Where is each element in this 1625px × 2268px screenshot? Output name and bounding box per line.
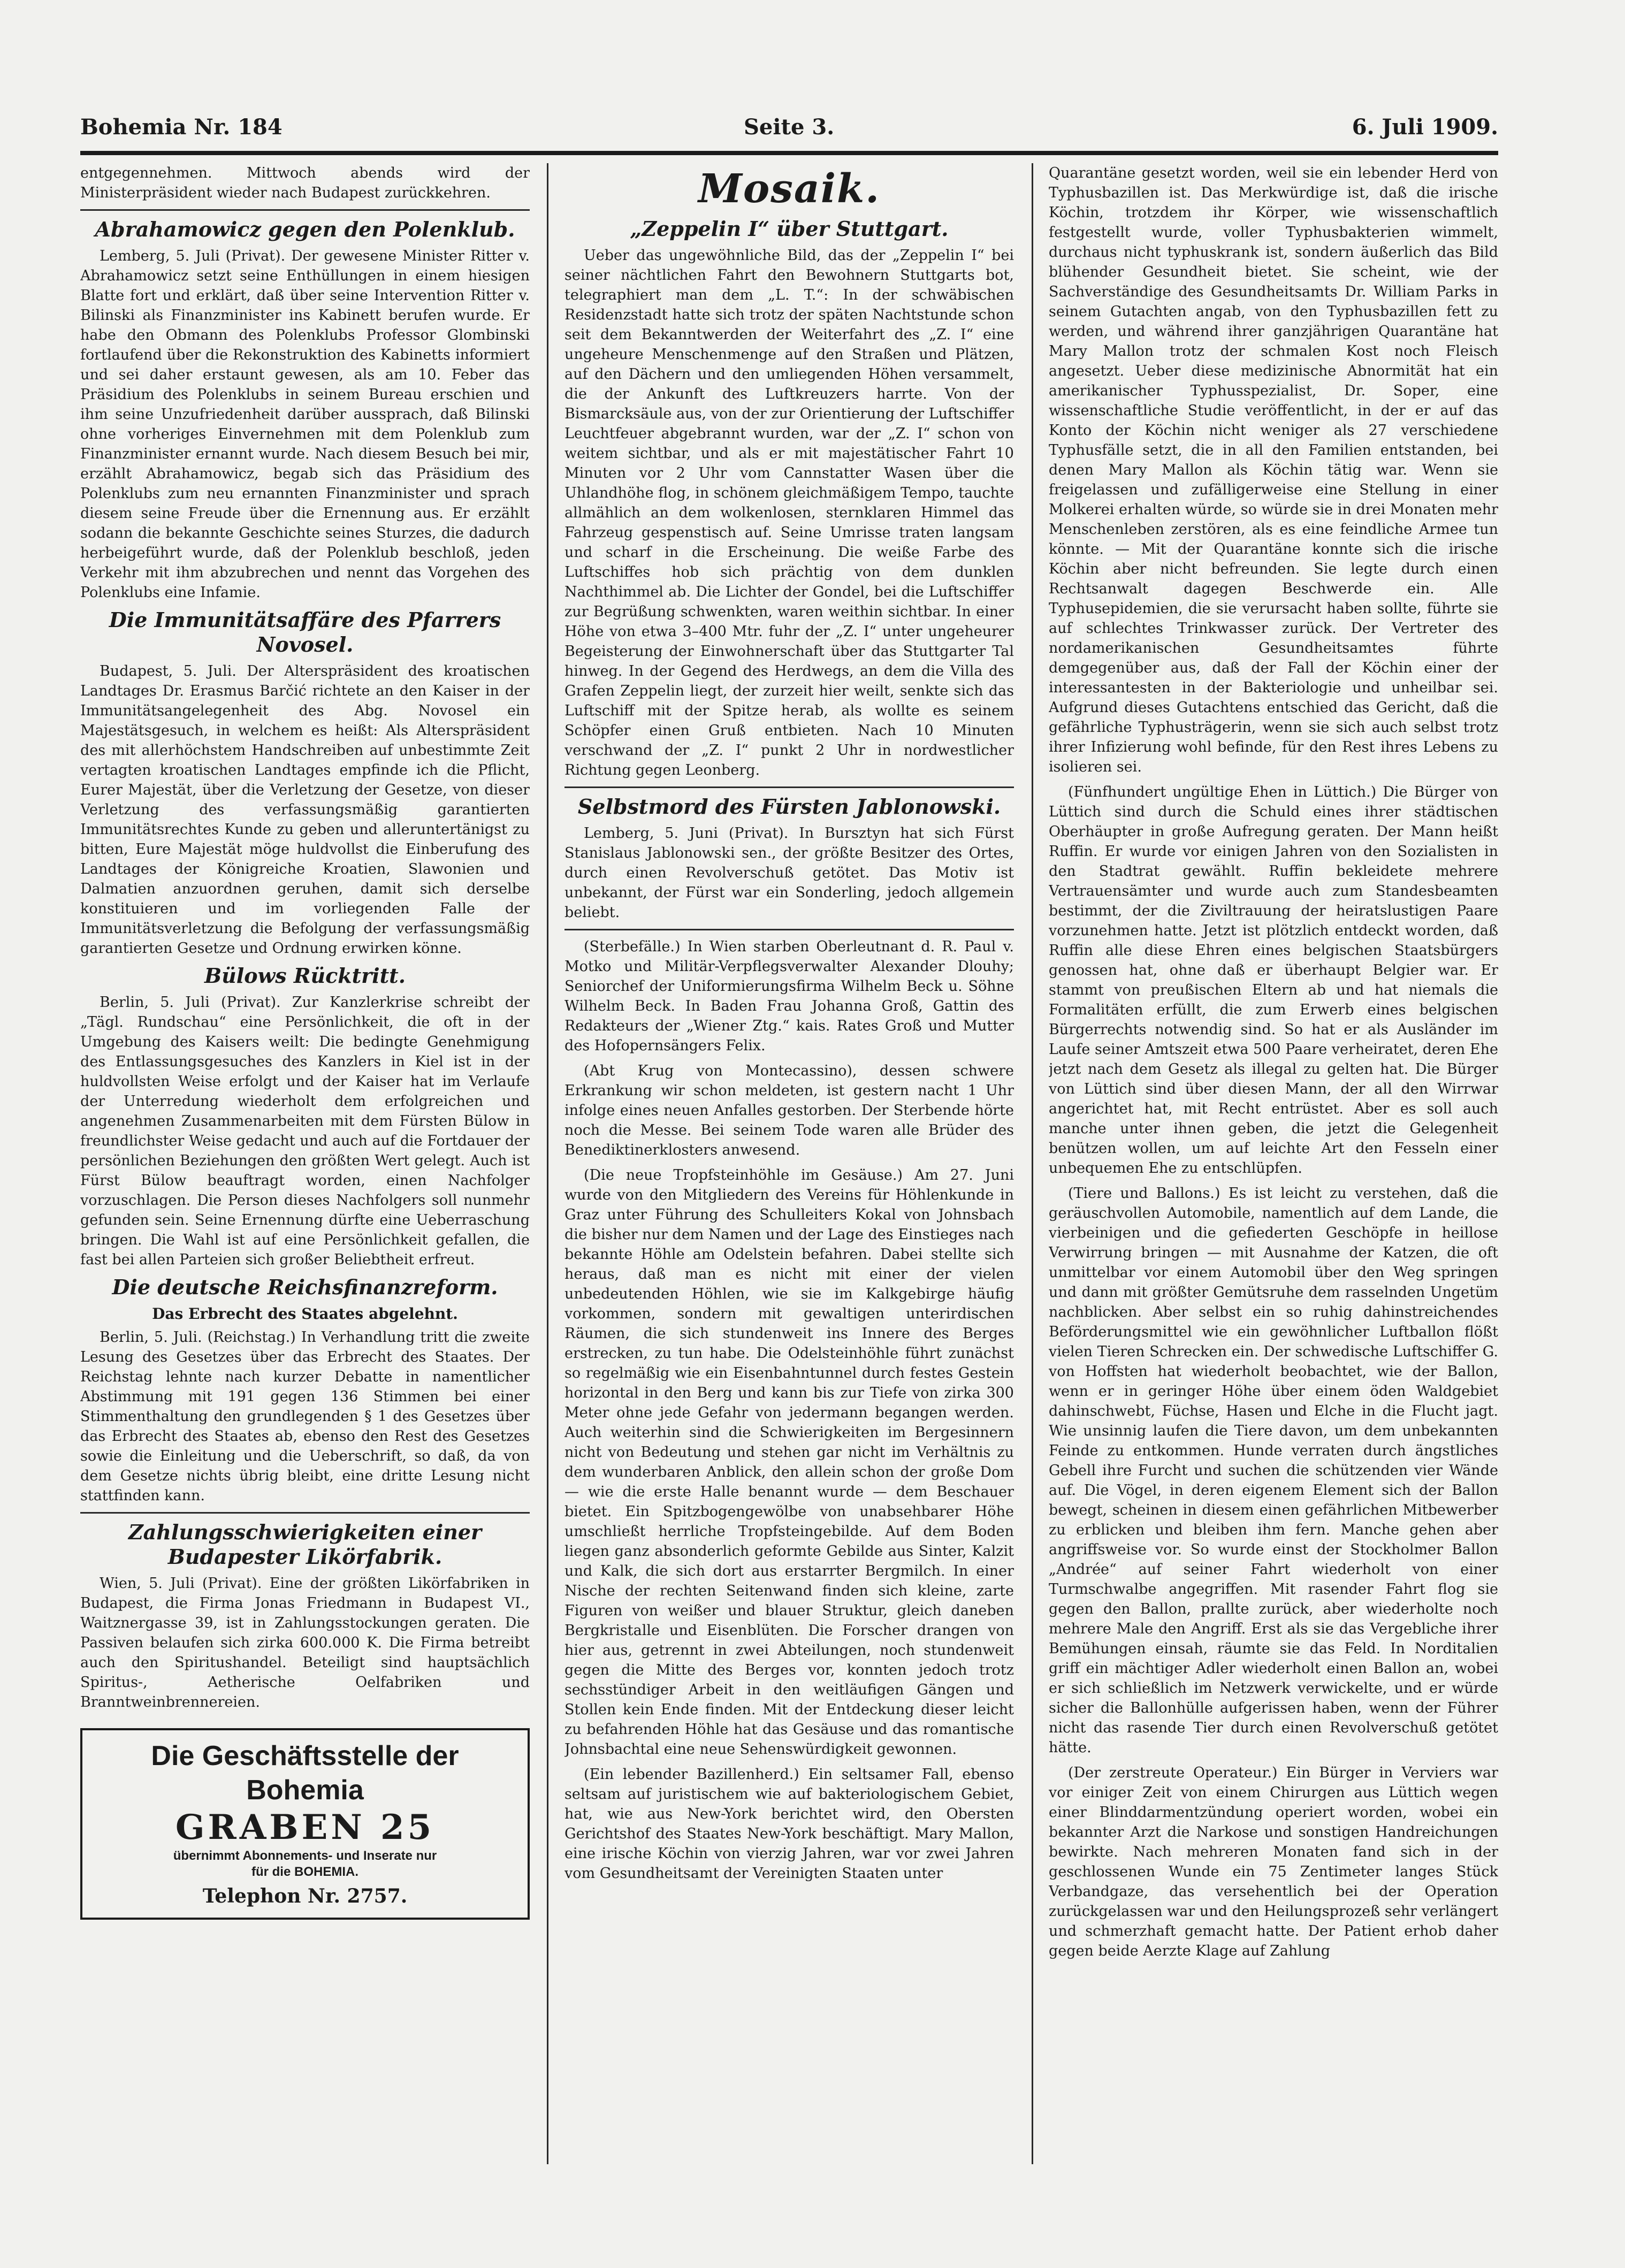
header-rule [80, 151, 1498, 155]
column-3 [1049, 163, 1498, 2170]
headline-reichsfinanzreform: Die deutsche Reichsfinanzreform. [112, 1275, 498, 1299]
article-rule [80, 209, 530, 211]
article-rule [80, 1512, 530, 1514]
article-text: (Sterbefälle.) In Wien starben Oberleutnant d. R. Paul v. Motko und Militär-Verpflegsverwalter Alexander Dlouhy; Seniorchef der Uniformierungsfirma Wilhelm Beck u. Söhne Wilhelm Beck. In Baden Frau Johanna Groß, Gattin des Redakteurs der „Wiener Ztg.“ kais. Rates Groß und Mutter des Hofopernsängers Felix. [564, 938, 1014, 1054]
article-text: Ueber das ungewöhnliche Bild, das der „Zeppelin I“ bei seiner nächtlichen Fahrt den Bewohnern Stuttgarts bot, telegraphiert man dem „L. T.“: In der schwäbischen Residenzstadt hatte sich trotz der späten Nachtstunde schon seit dem Bekanntwerden der Weiterfahrt des „Z. I“ eine ungeheure Menschenmenge auf den Straßen und Plätzen, auf den Dächern und den umliegenden Höhen versammelt, die der Ankunft des Luftkreuzers harrte. Von der Bismarcksäule aus, von der zur Orientierung der Luftschiffer Leuchtfeuer abgebrannt wurden, war der „Z. I“ schon von weitem sichtbar, und als er mit majestätischer Fahrt 10 Minuten vor 2 Uhr vom Cannstatter Wasen über die Uhlandhöhe flog, in schönem gleichmäßigem Tempo, tauchte allmählich an dem wolkenlosen, sternklaren Himmel das Fahrzeug gespenstisch auf. Seine Umrisse traten langsam und scharf in die Erscheinung. Die weiße Farbe des Luftschiffes hob sich prächtig von dem dunklen Nachthimmel ab. Die Lichter der Gondel, bei die Luftschiffer zur Begrüßung schwenkten, waren weithin sichtbar. In einer Höhe von etwa 3–400 Mtr. fuhr der „Z. I“ unter ungeheurer Begeisterung der Einwohnerschaft über das Stuttgarter Tal hinweg. In der Gegend des Herdwegs, an dem die Villa des Grafen Zeppelin liegt, der zurzeit hier weilt, senkte sich das Luftschiff mit der Spitze herab, als wollte es seinem Schöpfer einen Gruß entbieten. Nach 10 Minuten verschwand der „Z. I“ punkt 2 Uhr in nordwestlicher Richtung gegen Leonberg. [564, 247, 1014, 778]
ad-address: GRABEN 25 [175, 1807, 435, 1847]
headline-abrahamowicz: Abrahamowicz gegen den Polenklub. [95, 217, 515, 241]
page-header [80, 107, 1498, 144]
column-divider [1032, 163, 1033, 2164]
ad-telephone: Telephon Nr. 2757. [202, 1885, 408, 1907]
header-page-number: Seite 3. [744, 114, 835, 140]
headline-buelow: Bülows Rücktritt. [204, 964, 406, 988]
header-paper-issue: Bohemia Nr. 184 [80, 114, 283, 140]
subheadline-erbrecht: Das Erbrecht des Staates abgelehnt. [152, 1305, 458, 1323]
ad-subtext: für die BOHEMIA. [251, 1865, 358, 1879]
column-2 [564, 163, 1014, 2170]
article-text: (Abt Krug von Montecassino), dessen schwere Erkrankung wir schon meldeten, ist gestern nacht 1 Uhr infolge eines neuen Anfalles gestorben. Der Sterbende hörte noch die Messe. Bei seinem Tode waren alle Brüder des Benediktinerklosters anwesend. [564, 1063, 1014, 1158]
article-rule [564, 786, 1014, 788]
article-continuation: entgegennehmen. Mittwoch abends wird der Ministerpräsident wieder nach Budapest zurückkehren. [80, 165, 530, 201]
article-text: Wien, 5. Juli (Privat). Eine der größten Likörfabriken in Budapest, die Firma Jonas Friedmann in Budapest VI., Waitznergasse 39, ist in Zahlungsstockungen geraten. Die Passiven belaufen sich zirka 600.000 K. Die Firma betreibt auch den Spiritushandel. Beteiligt sind hauptsächlich Spiritus-, Aetherische Oelfabriken und Branntweinbrennereien. [80, 1575, 530, 1710]
section-title-mosaik: Mosaik. [698, 166, 881, 212]
article-text: Budapest, 5. Juli. Der Alterspräsident des kroatischen Landtages Dr. Erasmus Barčić richtete an den Kaiser in der Immunitätsangelegenheit des Abg. Novosel ein Majestätsgesuch, in welchem es heißt: Als Alterspräsident des mit allerhöchstem Handschreiben auf unbestimmte Zeit vertagten kroatischen Landtages empfinde ich die Pflicht, Eurer Majestät, über die Verletzung der Gesetze, von dieser Verletzung des verfassungsmäßig garantierten Immunitätsrechtes Kunde zu geben und alleruntertänigst zu bitten, Eure Majestät möge huldvollst die Einberufung des Landtages der Königreiche Kroatien, Slawonien und Dalmatien anzuordnen geruhen, damit sich derselbe konstituieren und im vorliegenden Falle der Immunitätsverletzung die Befolgung der verfassungsmäßig garantierten Gesetze und Ordnung erwirken könne. [80, 663, 530, 957]
ad-title: Die Geschäftsstelle der Bohemia [151, 1740, 459, 1806]
article-text: Lemberg, 5. Juni (Privat). In Bursztyn hat sich Fürst Stanislaus Jablonowski sen., der größte Besitzer des Ortes, durch einen Revolverschuß getötet. Das Motiv ist unbekannt, der Fürst war ein Sonderling, jedoch allgemein beliebt. [564, 825, 1014, 921]
article-text: (Die neue Tropfsteinhöhle im Gesäuse.) Am 27. Juni wurde von den Mitgliedern des Vereins für Höhlenkunde in Graz unter Führung des Schulleiters Kokal von Johnsbach die bisher nur dem Namen und der Lage des Einstieges nach bekannte Höhle am Odelstein befahren. Dabei stellte sich heraus, daß man es nicht mit einer der vielen unbedeutenden Höhlen, wie sie im Kalkgebirge häufig vorkommen, sondern mit gewaltigen unterirdischen Räumen, die sich stundenweit ins Innere des Berges erstrecken, zu tun habe. Die Odelsteinhöhle führt zunächst so regelmäßig wie ein Eisenbahntunnel durch festes Gestein horizontal in den Berg und kann bis zur Tiefe von zirka 300 Meter ohne jede Gefahr von jedermann begangen werden. Auch weiterhin sind die Schwierigkeiten im Bergesinnern nicht von Bedeutung und stehen gar nicht im Verhältnis zu dem wunderbaren Anblick, den allein schon der große Dom — wie die erste Halle benannt wurde — dem Beschauer bietet. Ein Spitzbogengewölbe von unabsehbarer Höhe umschließt herrliche Tropfsteingebilde. Auf dem Boden liegen ganz absonderlich geformte Gebilde aus Sinter, Kalzit und Kalk, die sich dort aus erstarrter Bergmilch. In einer Nische der rechten Seitenwand finden sich kleine, zarte Figuren von weißer und blauer Struktur, gleich daneben Bergkristalle und Eisenblüten. Die Forscher drangen von hier aus, getrennt in zwei Abteilungen, noch stundenweit gegen die Mitte des Berges vor, konnten jedoch trotz sechsstündiger Arbeit in den weitläufigen Gängen und Stollen kein Ende finden. Mit der Entdeckung dieser leicht zu befahrenden Höhle hat das Gesäuse und das romantische Johnsbachtal eine neue Sehenswürdigkeit gewonnen. [564, 1167, 1014, 1758]
article-continuation: Quarantäne gesetzt worden, weil sie ein lebender Herd von Typhusbazillen ist. Das Merkwürdige ist, daß die irische Köchin, trotzdem ihr Körper, wie wissenschaftlich festgestellt wurde, voller Typhusbakterien wimmelt, durchaus nicht typhuskrank ist, sondern äußerlich das Bild blühender Gesundheit bietet. Sie scheint, wie der Sachverständige des Gesundheitsamts Dr. William Parks in seinem Gutachten angab, von den Typhusbazillen fett zu werden, und während ihrer ganzjährigen Quarantäne hat Mary Mallon trotz der schmalen Kost noch Fleisch angesetzt. Ueber diese medizinische Abnormität hat ein amerikanischer Typhusspezialist, Dr. Soper, eine wissenschaftliche Studie veröffentlicht, in der er auf das Konto der Köchin nicht weniger als 27 verschiedene Typhusfälle setzt, die in all den Familien entstanden, bei denen Mary Mallon als Köchin tätig war. Wenn sie freigelassen und zufälligerweise eine Stellung in einer Molkerei erhalten würde, so würde sie in drei Monaten mehr Menschenleben zerstören, als es eine feindliche Armee tun könnte. — Mit der Quarantäne konnte sich die irische Köchin aber nicht befreunden. Sie legte durch einen Rechtsanwalt dagegen Beschwerde ein. Alle Typhusepidemien, die sie verursacht haben sollte, führte sie auf schlechtes Trinkwasser zurück. Der Vertreter des nordamerikanischen Gesundheitsamtes führte demgegenüber aus, daß der Fall der Köchin einer der interessantesten in der Bakteriologie und unheilbar sei. Aufgrund dieses Gutachtens entschied das Gericht, daß die gefährliche Typhusträgerin, wenn sie sich auch selbst trotz ihrer Infizierung wohl befinde, für den Rest ihres Lebens zu isolieren sei. [1049, 165, 1498, 775]
headline-immunitaet: Die Immunitätsaffäre des Pfarrers Novosel. [109, 608, 501, 656]
header-date: 6. Juli 1909. [1352, 114, 1498, 140]
ad-subtext: übernimmt Abonnements- und Inserate nur [173, 1849, 437, 1863]
column-1 [80, 163, 530, 2170]
article-text: (Tiere und Ballons.) Es ist leicht zu verstehen, daß die geräuschvollen Automobile, namentlich auf dem Lande, die vierbeinigen und die gefiederten Geschöpfe in heillose Verwirrung bringen — mit Ausnahme der Katzen, die oft unmittelbar vor einem Automobil über den Weg springen und dann mit größter Gemütsruhe dem rasselnden Ungetüm nachblicken. Aber selbst ein so ruhig dahinstreichendes Beförderungsmittel wie ein gewöhnlicher Luftballon flößt vielen Tieren Schrecken ein. Der schwedische Luftschiffer G. von Hoffsten hat wiederholt beobachtet, wie der Ballon, wenn er in geringer Höhe über einem öden Waldgebiet dahinschwebt, Füchse, Hasen und Elche in die Flucht jagt. Wie unsinnig laufen die Tiere davon, um dem unbekannten Feinde zu entkommen. Hunde verraten durch ängstliches Gebell ihre Furcht und suchen die schützenden vier Wände auf. Die Vögel, in deren eigenem Element sich der Ballon bewegt, scheinen in diesem einen gefährlichen Mitbewerber zu erblicken und bleiben ihm fern. Manche gehen aber angriffsweise vor. So wurde einst der Stockholmer Ballon „Andrée“ auf seiner Fahrt wiederholt von einer Turmschwalbe angegriffen. Mit rasender Fahrt flog sie gegen den Ballon, prallte zurück, aber wiederholte noch mehrere Male den Angriff. Erst als sie das Vergebliche ihrer Bemühungen einsah, räumte sie das Feld. In Norditalien griff ein mächtiger Adler wiederholt einen Ballon an, wobei er sich schließlich im Netzwerk verwickelte, und er würde sicher die Ballonhülle aufgerissen haben, wenn der Führer nicht das rasende Tier durch einen Revolverschuß getötet hätte. [1049, 1185, 1498, 1756]
article-text: Berlin, 5. Juli (Privat). Zur Kanzlerkrise schreibt der „Tägl. Rundschau“ eine Persönlichkeit, die oft in der Umgebung des Kaisers weilt: Die bedingte Genehmigung des Entlassungsgesuches des Kanzlers in Kiel ist in der huldvollsten Weise erfolgt und der Kaiser hat im Verlaufe der Unterredung wiederholt dem erfolgreichen und angenehmen Zusammenarbeiten mit dem Fürsten Bülow in freundlichster Weise gedacht und auch auf die Fortdauer der persönlichen Beziehungen den größten Wert gelegt. Auch ist Fürst Bülow beauftragt worden, einen Nachfolger vorzuschlagen. Die Person dieses Nachfolgers soll nunmehr gefunden sein. Seine Ernennung dürfte eine Ueberraschung bringen. Die Wahl ist auf eine Persönlichkeit gefallen, die fast bei allen Parteien sich großer Beliebtheit erfreut. [80, 994, 530, 1268]
column-divider [547, 163, 548, 2164]
article-text: (Ein lebender Bazillenherd.) Ein seltsamer Fall, ebenso seltsam auf juristischem wie auf bakteriologischem Gebiet, hat, wie aus New-York berichtet wird, den Obersten Gerichtshof des Staates New-York beschäftigt. Mary Mallon, eine irische Köchin von vierzig Jahren, war vor zwei Jahren vom Gesundheitsamt der Vereinigten Staaten unter [564, 1766, 1014, 1882]
headline-jablonowski: Selbstmord des Fürsten Jablonowski. [577, 795, 1001, 819]
article-rule [564, 929, 1014, 930]
advertisement-box [80, 1728, 530, 1920]
headline-zahlungsschwierigkeiten: Zahlungsschwierigkeiten einer Budapester Likörfabrik. [128, 1520, 482, 1569]
article-text: (Der zerstreute Operateur.) Ein Bürger in Verviers war vor einiger Zeit von einem Chirurgen aus Lüttich wegen einer Blinddarmentzündung operiert worden, wobei ein bekannter Arzt die Narkose und sonstigen Handreichungen bewirkte. Nach mehreren Monaten fand sich in der geschlossenen Wunde ein 75 Zentimeter langes Stück Verbandgaze, das versehentlich bei der Operation zurückgelassen war und den Heilungsprozeß sehr verlängert und schmerzhaft gemacht hatte. Der Patient erhob daher gegen beide Aerzte Klage auf Zahlung [1049, 1765, 1498, 1959]
headline-zeppelin: „Zeppelin I“ über Stuttgart. [630, 217, 949, 241]
article-text: (Fünfhundert ungültige Ehen in Lüttich.) Die Bürger von Lüttich sind durch die Schuld eines ihrer städtischen Oberhäupter in große Aufregung geraten. Der Mann heißt Ruffin. Er wurde vor einigen Jahren von den Sozialisten in den Stadtrat gewählt. Ruffin bekleidete mehrere Vertrauensämter und wurde auch zum Standesbeamten bestimmt, der die Ziviltrauung der heiratslustigen Paare vorzunehmen hatte. Jetzt ist plötzlich entdeckt worden, daß Ruffin alle diese Ehren eines belgischen Staatsbürgers genossen hat, ohne daß er überhaupt Belgier war. Er stammt von preußischen Eltern ab und hat niemals die Formalitäten erfüllt, die zum Erwerb eines belgischen Bürgerrechts notwendig sind. So hat er als Ausländer im Laufe seiner Amtszeit etwa 500 Paare verheiratet, deren Ehe jetzt nach dem Gesetz als illegal zu gelten hat. Die Bürger von Lüttich sind über diesen Mann, der all den Wirrwar angerichtet hat, mit Recht entrüstet. Aber es soll auch manche unter ihnen geben, die jetzt die Gelegenheit benützen wollen, um auf leichte Art den Fesseln einer unbequemen Ehe zu entschlüpfen. [1049, 784, 1498, 1177]
article-text: Berlin, 5. Juli. (Reichstag.) In Verhandlung tritt die zweite Lesung des Gesetzes über das Erbrecht des Staates. Der Reichstag lehnte nach kurzer Debatte in namentlicher Abstimmung mit 191 gegen 136 Stimmen bei einer Stimmenthaltung den grundlegenden § 1 des Gesetzes über das Erbrecht des Staates ab, ebenso den Rest des Gesetzes sowie die Einleitung und die Ueberschrift, so daß, da von dem Gesetze nichts übrig bleibt, eine dritte Lesung nicht stattfinden kann. [80, 1329, 530, 1504]
newspaper-page [80, 107, 1498, 2178]
article-text: Lemberg, 5. Juli (Privat). Der gewesene Minister Ritter v. Abrahamowicz setzt seine Enthüllungen in einem hiesigen Blatte fort und erklärt, daß über seine Intervention Ritter v. Bilinski als Finanzminister ins Kabinett berufen wurde. Er habe den Obmann des Polenklubs Professor Glombinski fortlaufend über die Rekonstruktion des Kabinetts informiert und sei daher erstaunt gewesen, als am 10. Feber das Präsidium des Polenklubs in seinem Bureau erschien und ihm seine Unzufriedenheit darüber aussprach, daß Bilinski ohne vorheriges Einvernehmen mit dem Polenklub zum Finanzminister ernannt wurde. Nach diesem Besuch bei mir, erzählt Abrahamowicz, begab sich das Präsidium des Polenklubs zum neu ernannten Finanzminister und sprach diesem seine Freude über die Ernennung aus. Er erzählt sodann die bekannte Geschichte seines Sturzes, die dadurch herbeigeführt wurde, daß der Polenklub beschloß, jeden Verkehr mit ihm abzubrechen und nennt das Vorgehen des Polenklubs eine Infamie. [80, 248, 530, 601]
